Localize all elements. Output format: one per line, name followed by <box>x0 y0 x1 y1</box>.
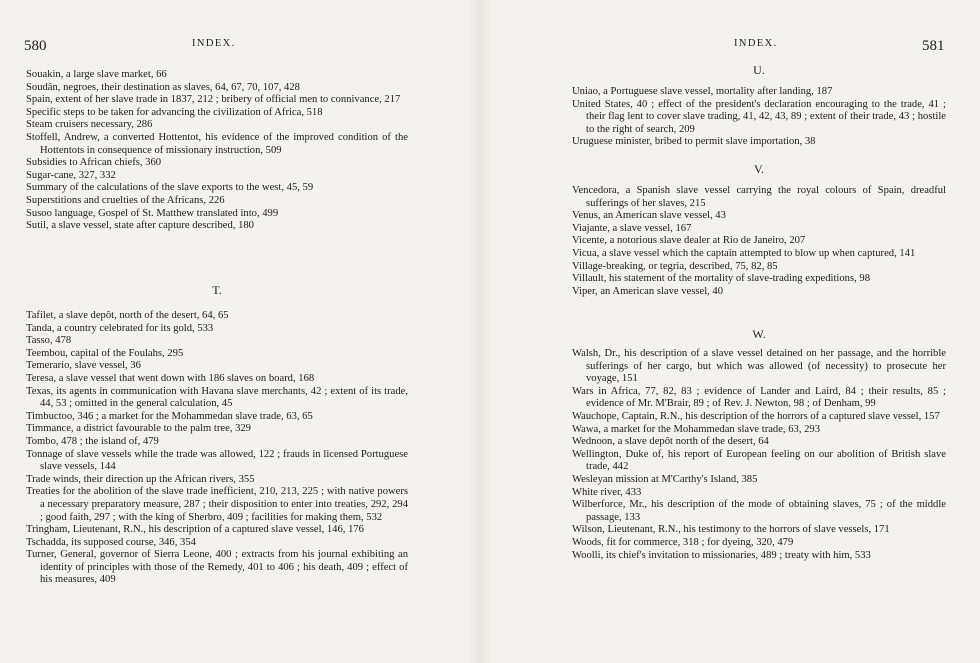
index-entry: Woolli, its chief's invitation to missionaries, 489 ; treaty with him, 533 <box>572 549 871 561</box>
index-entry: Superstitions and cruelties of the Africans, 226 <box>26 194 225 206</box>
index-entry: Susoo language, Gospel of St. Matthew translated into, 499 <box>26 207 279 219</box>
index-entry: Vencedora, a Spanish slave vessel carrying the royal colours of Spain, dreadful sufferings of her slaves, 215 <box>572 185 946 209</box>
index-entry: Subsidies to African chiefs, 360 <box>26 157 162 169</box>
right-page <box>490 0 980 663</box>
index-entry: Treaties for the abolition of the slave trade inefficient, 210, 213, 225 ; with native powers a necessary preparatory measure, 287 ; their disposition to enter into treaties, 292, 294 ; good faith, 297 ; with the king of Sherbro, 409 ; facilities for making them, 532 <box>26 486 408 523</box>
index-entry: Teresa, a slave vessel that went down with 186 slaves on board, 168 <box>26 372 315 384</box>
index-entry: Souakin, a large slave market, 66 <box>26 69 167 80</box>
index-entry: Wilberforce, Mr., his description of the mode of obtaining slaves, 75 ; of the middle passage, 133 <box>572 499 946 523</box>
index-entry: Teembou, capital of the Foulahs, 295 <box>26 347 184 359</box>
index-entry: Uruguese minister, bribed to permit slave importation, 38 <box>572 136 816 148</box>
index-entry: Soudân, negroes, their destination as slaves, 64, 67, 70, 107, 428 <box>26 81 300 93</box>
index-entry: Tombo, 478 ; the island of, 479 <box>26 435 159 447</box>
right-running-head: INDEX. <box>734 38 778 49</box>
index-entry: Stoffell, Andrew, a converted Hottentot, his evidence of the improved condition of the Hottentots in consequence of missionary instruction, 509 <box>26 131 408 156</box>
index-entry: Village-breaking, or tegria, described, 75, 82, 85 <box>572 260 778 272</box>
right-page-number: 581 <box>922 38 945 54</box>
index-entry: Tafilet, a slave depôt, north of the desert, 64, 65 <box>26 310 229 321</box>
index-entry: Specific steps to be taken for advancing the civilization of Africa, 518 <box>26 106 323 118</box>
index-entry: Timmance, a district favourable to the palm tree, 329 <box>26 423 251 435</box>
index-entry: Sutil, a slave vessel, state after capture described, 180 <box>26 220 254 232</box>
index-entry: Trade winds, their direction up the African rivers, 355 <box>26 473 255 485</box>
section-letter-u: U. <box>753 63 765 77</box>
index-entry: Texas, its agents in communication with Havana slave merchants, 42 ; extent of its trade, 44, 53 ; omitted in the general calculation, 45 <box>26 385 408 410</box>
index-section-w <box>572 324 946 562</box>
index-entry: Venus, an American slave vessel, 43 <box>572 210 726 222</box>
index-entry: Temerario, slave vessel, 36 <box>26 360 141 372</box>
book-gutter <box>468 0 492 663</box>
left-running-head: INDEX. <box>192 38 236 49</box>
index-entry: Woods, fit for commerce, 318 ; for dyeing, 320, 479 <box>572 536 794 548</box>
index-entry: Tanda, a country celebrated for its gold, 533 <box>26 322 214 334</box>
index-entry: Viajante, a slave vessel, 167 <box>572 222 692 234</box>
index-entry: Steam cruisers necessary, 286 <box>26 119 153 131</box>
index-entry: Wawa, a market for the Mohammedan slave trade, 63, 293 <box>572 423 821 435</box>
index-entry: Wars in Africa, 77, 82, 83 ; evidence of Lander and Laird, 84 ; their results, 85 ; evidence of Mr. M'Brair, 89 ; of Rev. J. Newton, 98 ; of Denham, 99 <box>572 385 946 410</box>
index-entry: Viper, an American slave vessel, 40 <box>572 285 724 297</box>
index-entry: Vicua, a slave vessel which the captain attempted to blow up when captured, 141 <box>572 247 916 259</box>
section-letter-v: V. <box>753 162 765 176</box>
index-section-u <box>572 60 946 149</box>
index-entry: Turner, General, governor of Sierra Leone, 400 ; extracts from his journal exhibiting an identity of principles with those of the Remedy, 401 to 406 ; his death, 409 ; effect of his measures, 409 <box>26 549 408 586</box>
index-section-t <box>26 280 408 587</box>
index-entry: Summary of the calculations of the slave exports to the west, 45, 59 <box>26 182 314 194</box>
index-entry: Sugar-cane, 327, 332 <box>26 169 116 181</box>
index-entry: Wednoon, a slave depôt north of the desert, 64 <box>572 436 769 448</box>
index-entry: Tonnage of slave vessels while the trade was allowed, 122 ; frauds in licensed Portuguese slave vessels, 144 <box>26 448 408 473</box>
left-page <box>0 0 470 663</box>
index-entry: Villault, his statement of the mortality of slave-trading expeditions, 98 <box>572 273 870 285</box>
section-letter-t: T. <box>212 283 222 297</box>
index-entry: Uniao, a Portuguese slave vessel, mortality after landing, 187 <box>572 86 833 97</box>
index-entry: Spain, extent of her slave trade in 1837, 212 ; bribery of official men to connivance, 217 <box>26 94 401 106</box>
section-letter-w: W. <box>752 327 766 341</box>
left-page-number: 580 <box>24 38 47 54</box>
index-entry: Vicente, a notorious slave dealer at Rio de Janeiro, 207 <box>572 235 806 247</box>
index-entry: Tasso, 478 <box>26 335 72 347</box>
index-section-v <box>572 159 946 298</box>
index-section-s <box>26 69 408 233</box>
index-entry: Wesleyan mission at M'Carthy's Island, 385 <box>572 473 758 485</box>
index-entry: Wellington, Duke of, his report of European feeling on our abolition of British slave trade, 442 <box>572 448 946 473</box>
index-entry: Tschadda, its supposed course, 346, 354 <box>26 536 196 548</box>
index-entry: Walsh, Dr., his description of a slave vessel detained on her passage, and the horrible sufferings of her cargo, but which was allowed (of necessity) to prosecute her voyage, 151 <box>572 348 946 385</box>
index-entry: United States, 40 ; effect of the president's declaration encouraging to the trade, 41 ; their flag lent to cover slave trading, 41, 42, 43, 89 ; extent of their trade, 43 ; hostile to the right of search, 209 <box>572 98 946 135</box>
index-entry: Wauchope, Captain, R.N., his description of the horrors of a captured slave vessel, 157 <box>572 410 940 422</box>
index-entry: Wilson, Lieutenant, R.N., his testimony to the horrors of slave vessels, 171 <box>572 524 890 536</box>
index-entry: Tringham, Lieutenant, R.N., his description of a captured slave vessel, 146, 176 <box>26 524 364 536</box>
index-entry: Timbuctoo, 346 ; a market for the Mohammedan slave trade, 63, 65 <box>26 410 313 422</box>
index-entry: White river, 433 <box>572 486 642 498</box>
